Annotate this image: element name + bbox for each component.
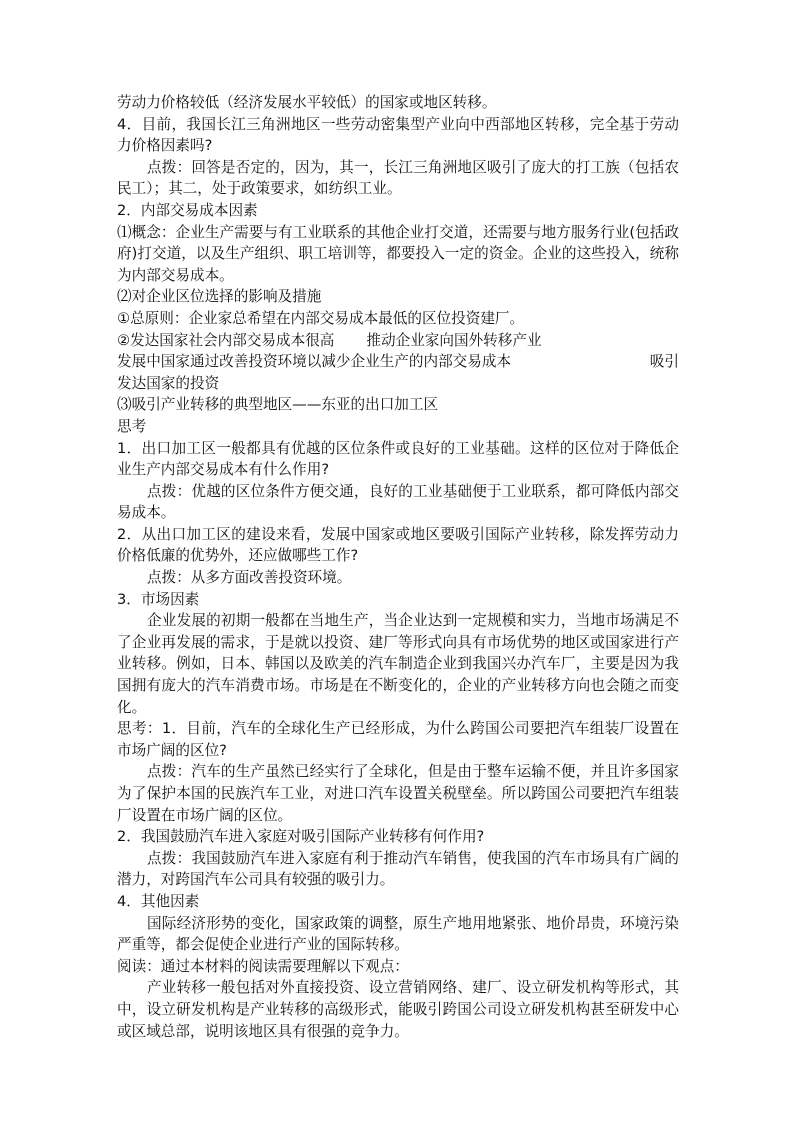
- question-2: 2．从出口加工区的建设来看，发展中国家或地区要吸引国际产业转移，除发挥劳动力价格低廉的优势外，还应做哪些工作?: [117, 525, 679, 565]
- reading-paragraph: 产业转移一般包括对外直接投资、设立营销网络、建厂、设立研发机构等形式，其中，设立研发机构是产业转移的高级形式，能吸引跨国公司设立研发机构甚至研发中心或区域总部，说明该地区具有很强的竞争力。: [117, 979, 679, 1040]
- think-question-1: 思考：1．目前，汽车的全球化生产已经形成，为什么跨国公司要把汽车组装厂设置在市场广阔的区位?: [117, 720, 679, 759]
- hint-paragraph: 点拨：汽车的生产虽然已经实行了全球化，但是由于整车运输不便，并且许多国家为了保护本国的民族汽车工业，对进口汽车设置关税壁垒。所以跨国公司要把汽车组装厂设置在市场广阔的区位。: [117, 763, 679, 824]
- developed-countries-result: 推动企业家向国外转移产业: [366, 331, 542, 349]
- reading-label: 阅读：通过本材料的阅读需要理解以下观点：: [117, 957, 409, 975]
- definition-paragraph: ⑴概念：企业生产需要与有工业联系的其他企业打交道，还需要与地方服务行业(包括政府)打交道，以及生产组织、职工培训等，都要投入一定的资金。企业的这些投入，统称为内部交易成本。: [117, 223, 679, 284]
- question-2: 2．我国鼓励汽车进入家庭对吸引国际产业转移有何作用?: [117, 828, 485, 846]
- paragraph: 劳动力价格较低（经济发展水平较低）的国家或地区转移。: [117, 94, 497, 111]
- hint-paragraph: 点拨：我国鼓励汽车进入家庭有利于推动汽车销售，使我国的汽车市场具有广阔的潜力，对跨国汽车公司具有较强的吸引力。: [117, 849, 679, 889]
- developing-countries-text: 发展中国家通过改善投资环境以减少企业生产的内部交易成本: [117, 353, 512, 371]
- developed-countries-text: ②发达国家社会内部交易成本很高: [117, 331, 335, 349]
- hint-paragraph: 点拨：回答是否定的，因为，其一，长江三角洲地区吸引了庞大的打工族（包括农民工）；其二，处于政策要求，如纺织工业。: [117, 158, 679, 198]
- question-1: 1．出口加工区一般都具有优越的区位条件或良好的工业基础。这样的区位对于降低企业生产内部交易成本有什么作用?: [117, 439, 679, 479]
- hint-paragraph: 点拨：优越的区位条件方便交通，良好的工业基础便于工业联系，都可降低内部交易成本。: [117, 482, 679, 522]
- paragraph: 发达国家的投资: [117, 374, 220, 392]
- document-body: [117, 92, 679, 1042]
- section-heading-internal-cost: 2．内部交易成本因素: [117, 201, 258, 219]
- question-4: 4．目前，我国长江三角洲地区一些劳动密集型产业向中西部地区转移，完全基于劳动力价格因素吗?: [117, 115, 679, 155]
- subheading-typical-region: ⑶吸引产业转移的典型地区——东亚的出口加工区: [117, 396, 439, 414]
- think-label: 思考: [117, 417, 147, 435]
- section-heading-other: 4．其他因素: [117, 892, 200, 910]
- section-heading-market: 3．市场因素: [117, 590, 200, 608]
- principle-line: ①总原则：企业家总希望在内部交易成本最低的区位投资建厂。: [117, 309, 525, 327]
- market-paragraph: 企业发展的初期一般都在当地生产，当企业达到一定规模和实力，当地市场满足不了企业再发展的需求，于是就以投资、建厂等形式向具有市场优势的地区或国家进行产业转移。例如，日本、韩国以及欧美的汽车制造企业到我国兴办汽车厂，主要是因为我国拥有庞大的汽车消费市场。市场是在不断变化的，企业的产业转移方向也会随之而变化。: [117, 612, 679, 716]
- developing-countries-line: [117, 351, 679, 373]
- developing-countries-result: 吸引: [649, 353, 679, 371]
- subheading-influence: ⑵对企业区位选择的影响及措施: [117, 288, 322, 306]
- developed-countries-line: [117, 330, 679, 352]
- hint-paragraph: 点拨：从多方面改善投资环境。: [147, 569, 352, 587]
- other-factors-paragraph: 国际经济形势的变化，国家政策的调整，原生产地用地紧张、地价昂贵，环境污染严重等，都会促使企业进行产业的国际转移。: [117, 914, 679, 954]
